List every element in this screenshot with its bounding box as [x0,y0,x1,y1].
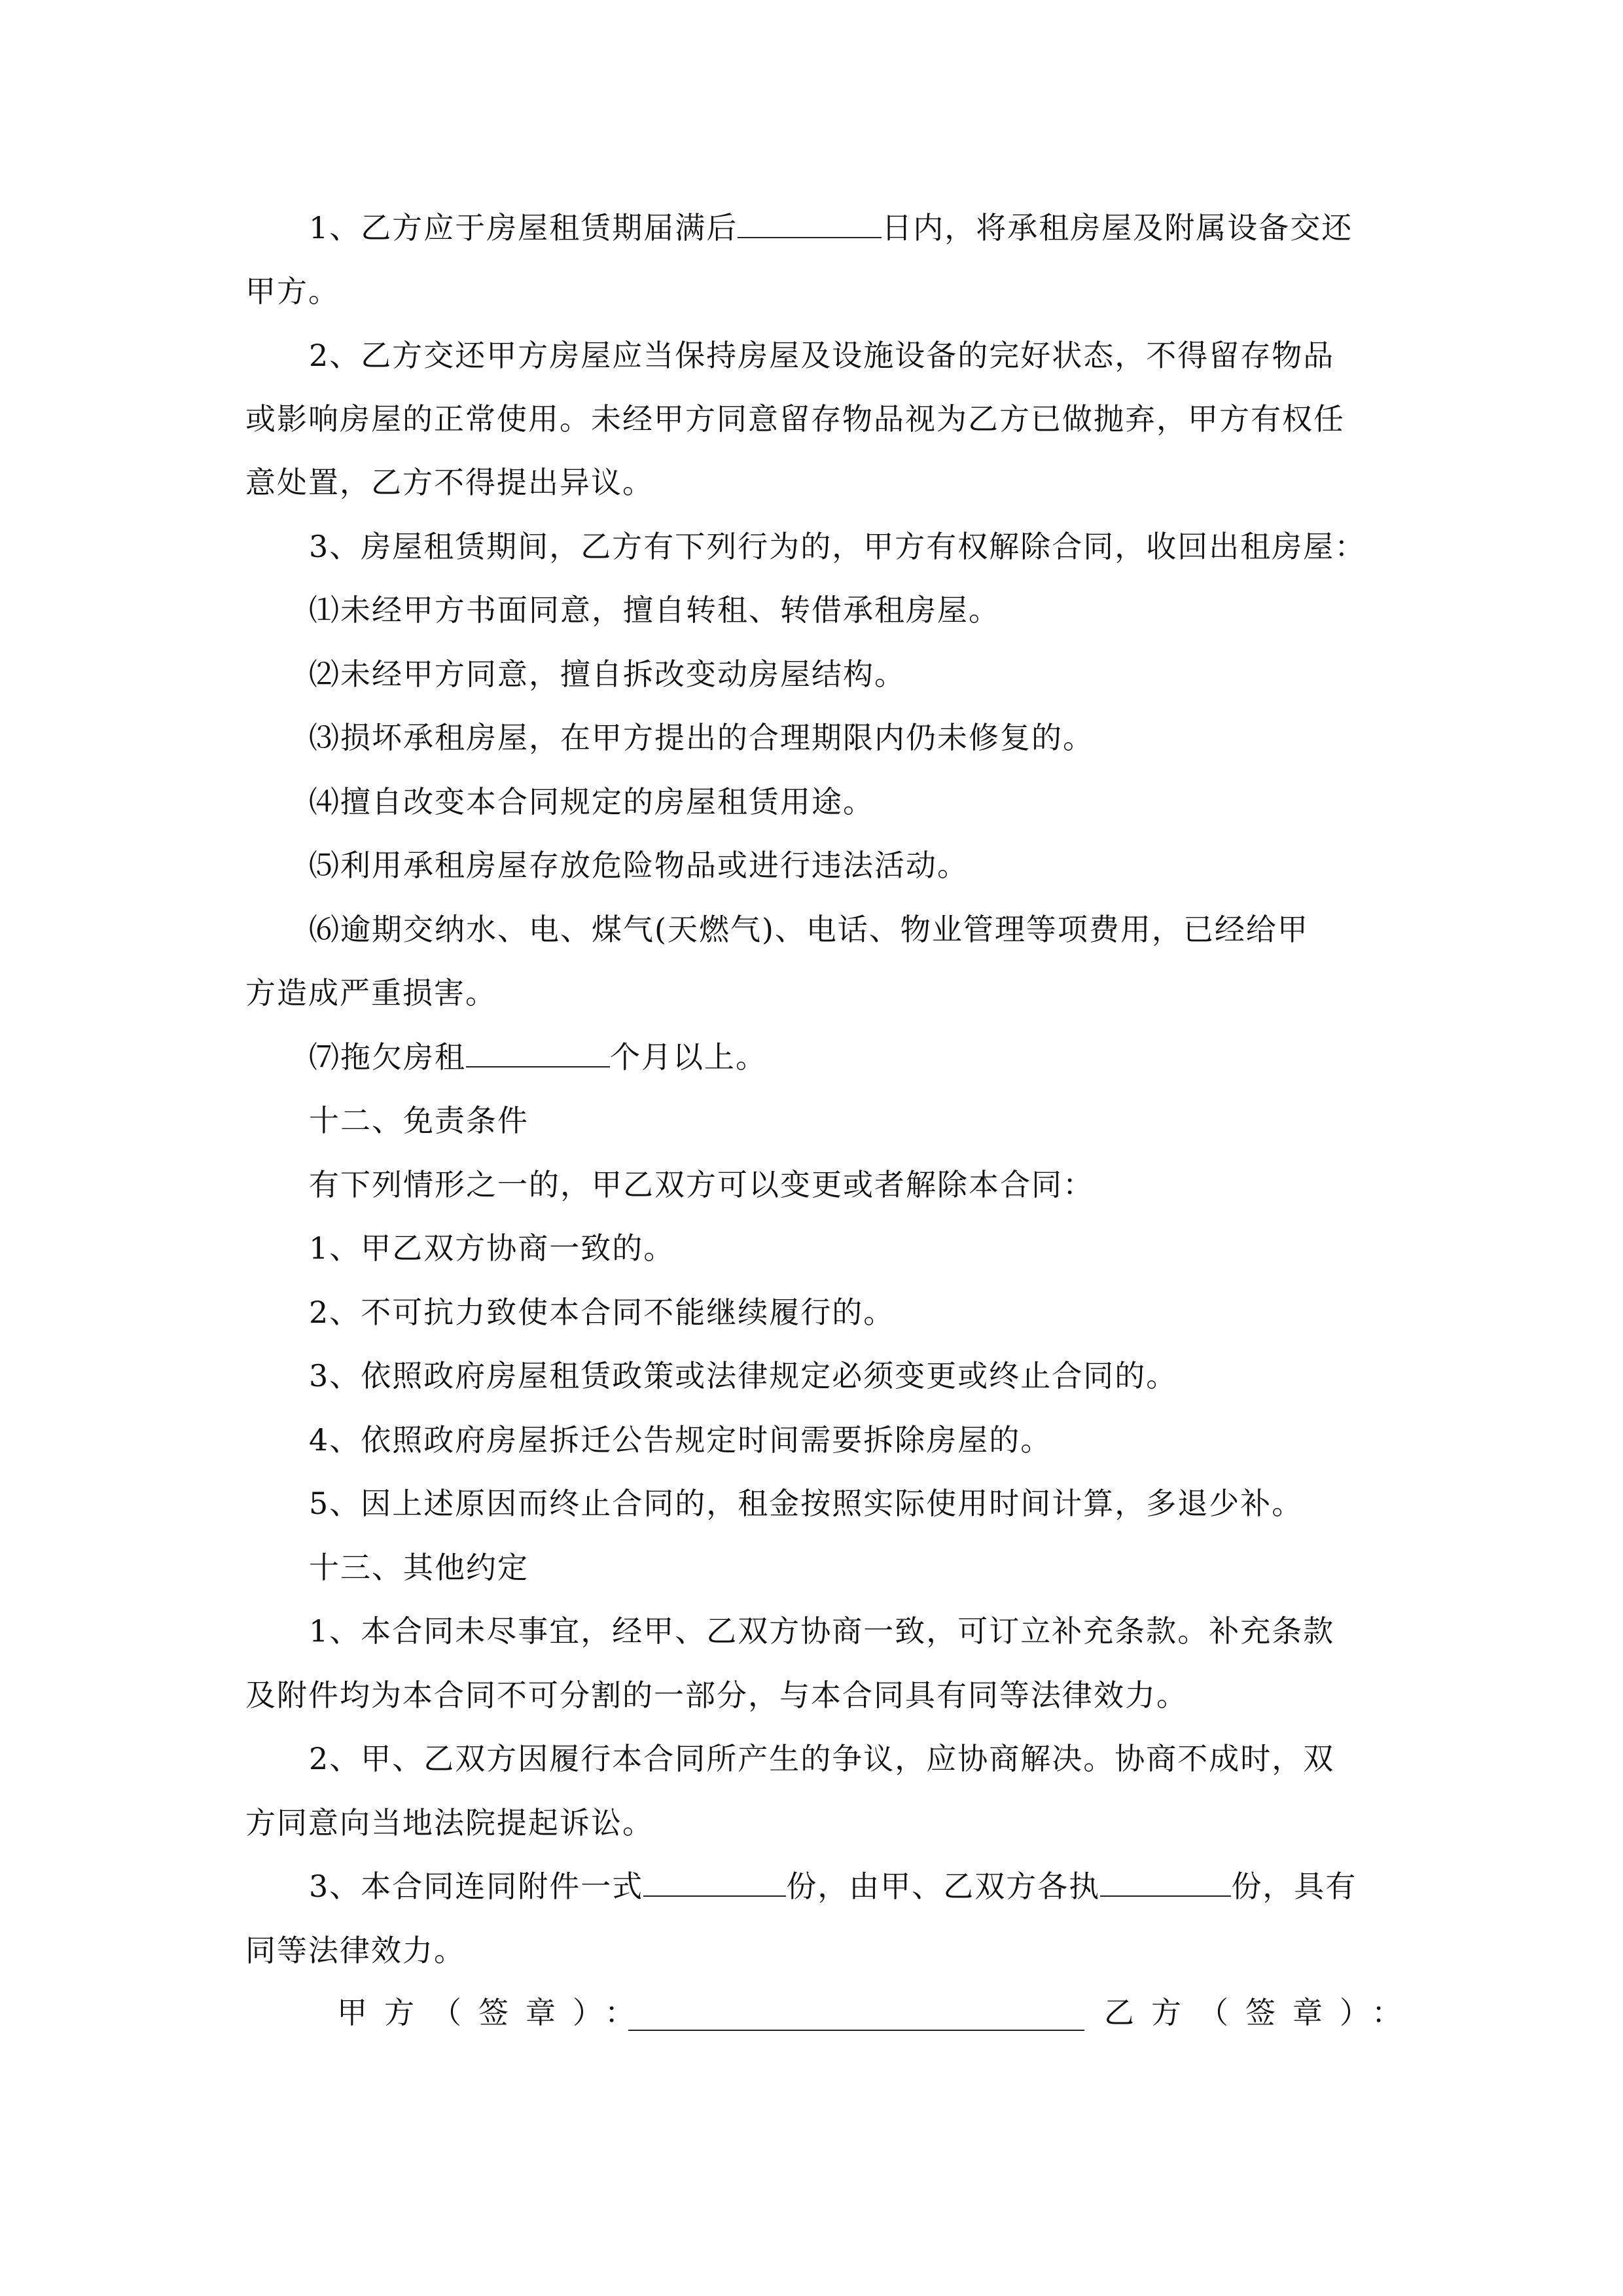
paragraph-line: 甲方。 [245,274,340,309]
list-item: 4、依照政府房屋拆迁公告规定时间需要拆除房屋的。 [309,1422,1052,1458]
list-item: 3、依照政府房屋租赁政策或法律规定必须变更或终止合同的。 [309,1358,1178,1393]
list-item: ⑹逾期交纳水、电、煤气(天燃气)、电话、物业管理等项费用，已经给甲 [309,912,1309,947]
fill-blank[interactable] [643,1867,786,1897]
fill-blank[interactable] [738,208,882,238]
paragraph-line: 或影响房屋的正常使用。未经甲方同意留存物品视为乙方已做抛弃，甲方有权任 [245,401,1345,437]
section-heading: 十二、免责条件 [309,1103,529,1138]
list-item: ⑺拖欠房租 个月以上。 [309,1037,1467,1077]
list-item: 5、因上述原因而终止合同的，租金按照实际使用时间计算，多退少补。 [309,1486,1304,1521]
paragraph-line: 有下列情形之一的，甲乙双方可以变更或者解除本合同： [309,1167,1094,1202]
fill-blank[interactable] [1100,1867,1231,1897]
paragraph-line: 同等法律效力。 [245,1933,465,1968]
paragraph-line: 方同意向当地法院提起诉讼。 [245,1805,654,1840]
party-a-signature-line[interactable] [628,2030,1084,2031]
party-b-signature-label: 乙方（签章）： [1104,1995,1419,2030]
paragraph-line: 意处置，乙方不得提出异议。 [245,465,654,500]
paragraph-line: 2、乙方交还甲方房屋应当保持房屋及设施设备的完好状态，不得留存物品 [309,338,1335,373]
list-item: 1、甲乙双方协商一致的。 [309,1230,675,1266]
fill-blank[interactable] [466,1037,610,1067]
list-item: 2、不可抗力致使本合同不能继续履行的。 [309,1295,895,1330]
paragraph-line: 方造成严重损害。 [245,975,497,1011]
list-item: ⑶损坏承租房屋，在甲方提出的合理期限内仍未修复的。 [309,720,1094,755]
section-heading: 十三、其他约定 [309,1550,529,1585]
paragraph-line: 1、本合同未尽事宜，经甲、乙双方协商一致，可订立补充条款。补充条款 [309,1613,1335,1649]
list-item: ⑸利用承租房屋存放危险物品或进行违法活动。 [309,848,969,883]
party-a-signature-label: 甲方（签章）： [337,1995,652,2030]
paragraph-line: 3、房屋租赁期间，乙方有下列行为的，甲方有权解除合同，收回出租房屋： [309,529,1366,564]
paragraph-line: 及附件均为本合同不可分割的一部分，与本合同具有同等法律效力。 [245,1677,1188,1713]
paragraph-line: 1、乙方应于房屋租赁期届满后 日内，将承租房屋及附属设备交还 [309,208,1467,247]
paragraph-line: 3、本合同连同附件一式 份，由甲、乙双方各执 份，具有 [309,1867,1467,1906]
signature-row [337,1993,1450,2039]
list-item: ⑴未经甲方书面同意，擅自转租、转借承租房屋。 [309,592,1000,628]
paragraph-line: 2、甲、乙双方因履行本合同所产生的争议，应协商解决。协商不成时，双 [309,1741,1335,1776]
list-item: ⑵未经甲方同意，擅自拆改变动房屋结构。 [309,656,906,692]
list-item: ⑷擅自改变本合同规定的房屋租赁用途。 [309,784,874,819]
